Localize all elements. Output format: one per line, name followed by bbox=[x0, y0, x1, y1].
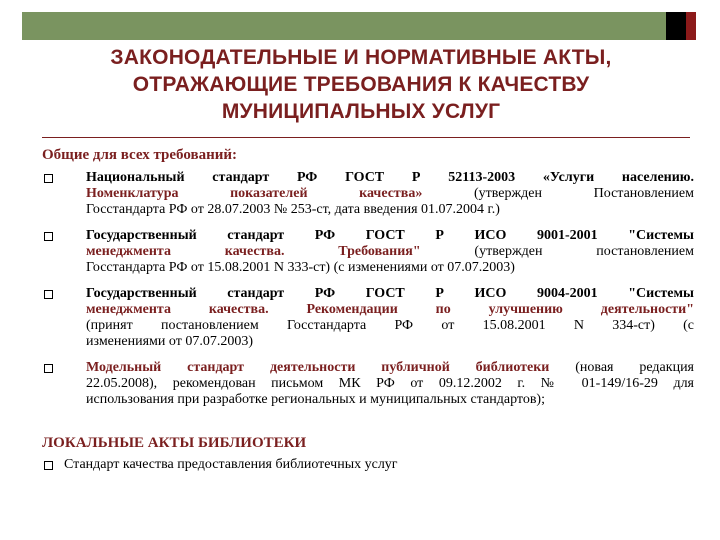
checkbox-bullet-icon bbox=[44, 232, 53, 241]
item-text: Госстандарта РФ от 28.07.2003 № 253-ст, дата введения 01.07.2004 г.) bbox=[86, 202, 500, 217]
item-text: 22.05.2008), рекомендован письмом МК РФ от 09.12.2002 г. № 01-149/16-29 для bbox=[86, 376, 694, 391]
checkbox-bullet-icon bbox=[44, 364, 53, 373]
section-heading-general: Общие для всех требований: bbox=[42, 147, 237, 163]
item-text: изменениями от 07.07.2003) bbox=[86, 334, 253, 349]
title-line-3: МУНИЦИПАЛЬНЫХ УСЛУГ bbox=[221, 100, 501, 123]
header-bar bbox=[22, 12, 666, 40]
header-bar-accent bbox=[686, 12, 696, 40]
title-divider bbox=[42, 137, 690, 138]
item-text: (утвержден Постановлением bbox=[422, 186, 694, 201]
checkbox-bullet-icon bbox=[44, 290, 53, 299]
item-text: Госстандарта РФ от 15.08.2001 N 333-ст) (с изменениями от 07.07.2003) bbox=[86, 260, 515, 275]
list-item bbox=[42, 228, 694, 276]
item-title: Номенклатура показателей качества» bbox=[86, 186, 423, 201]
item-text: (новая редакция bbox=[549, 360, 694, 375]
list-item bbox=[42, 170, 694, 218]
item-title: менеджмента качества. Рекомендации по улучшению деятельности" bbox=[86, 302, 694, 317]
item-lead: Национальный стандарт РФ ГОСТ Р 52113-2003 «Услуги населению. bbox=[86, 170, 694, 185]
list-item bbox=[42, 286, 694, 350]
slide-title bbox=[30, 44, 692, 125]
title-line-1: ЗАКОНОДАТЕЛЬНЫЕ И НОРМАТИВНЫЕ АКТЫ, bbox=[110, 46, 612, 69]
list-item bbox=[42, 457, 694, 473]
title-line-2: ОТРАЖАЮЩИЕ ТРЕБОВАНИЯ К КАЧЕСТВУ bbox=[132, 73, 590, 96]
item-text: использования при разработке региональных и муниципальных стандартов); bbox=[86, 392, 545, 407]
checkbox-bullet-icon bbox=[44, 174, 53, 183]
item-text: (утвержден постановлением bbox=[420, 244, 694, 259]
item-text: (принят постановлением Госстандарта РФ от 15.08.2001 N 334-ст) (с bbox=[86, 318, 694, 333]
item-title: Модельный стандарт деятельности публичной библиотеки bbox=[86, 360, 550, 375]
item-title: менеджмента качества. Требования" bbox=[86, 244, 421, 259]
checkbox-bullet-icon bbox=[44, 461, 53, 470]
local-acts-list bbox=[42, 457, 694, 483]
list-item bbox=[42, 360, 694, 408]
section-heading-local: ЛОКАЛЬНЫЕ АКТЫ БИБЛИОТЕКИ bbox=[42, 435, 307, 451]
item-lead: Государственный стандарт РФ ГОСТ Р ИСО 9001-2001 "Системы bbox=[86, 228, 694, 243]
item-lead: Государственный стандарт РФ ГОСТ Р ИСО 9004-2001 "Системы bbox=[86, 286, 694, 301]
item-text: Стандарт качества предоставления библиотечных услуг bbox=[64, 457, 398, 472]
standards-list bbox=[42, 170, 694, 418]
